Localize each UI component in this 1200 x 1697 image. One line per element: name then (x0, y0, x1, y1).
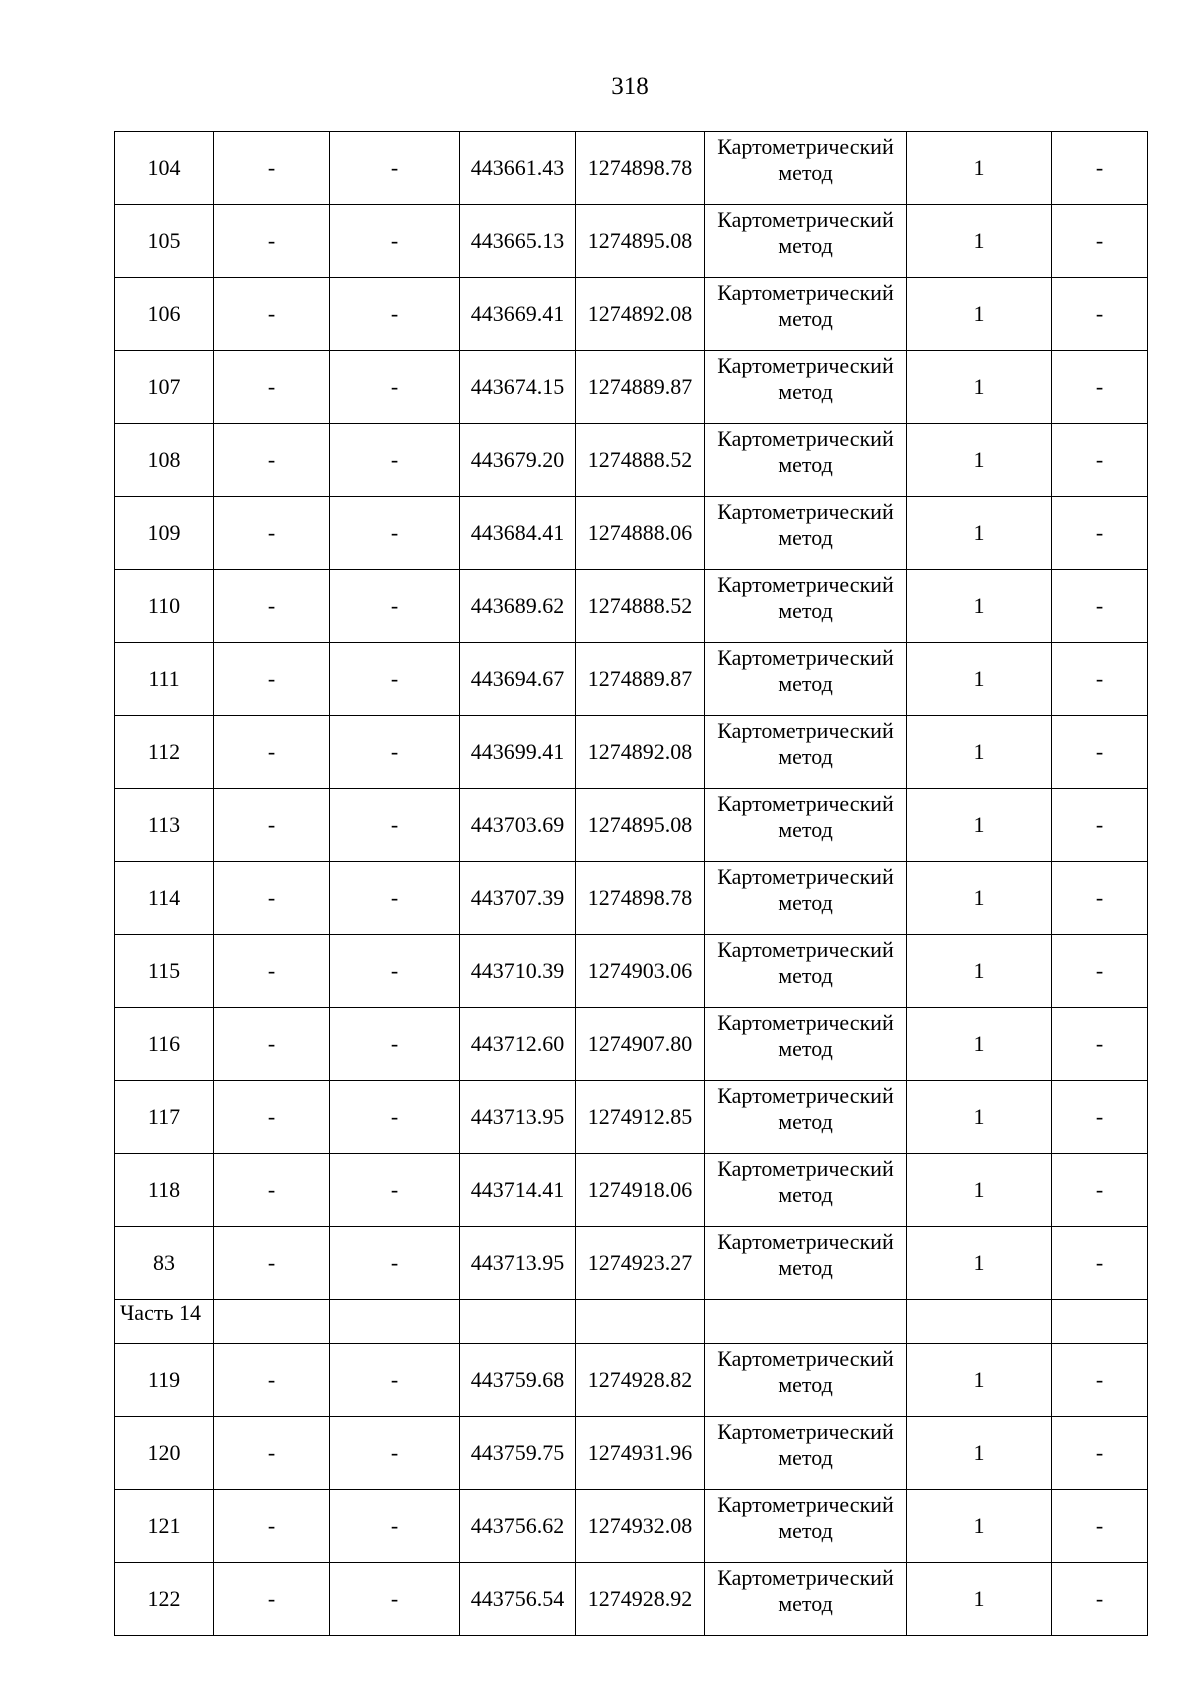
x-coordinate-cell: 443703.69 (460, 789, 576, 862)
accuracy-cell: 1 (907, 132, 1052, 205)
point-number-cell: 108 (115, 424, 214, 497)
point-number-cell: 116 (115, 1008, 214, 1081)
dash-cell: - (1052, 424, 1148, 497)
method-line-1: Картометрический (717, 426, 894, 451)
dash-cell: - (330, 1563, 460, 1636)
dash-cell: - (1052, 570, 1148, 643)
point-number-cell: 113 (115, 789, 214, 862)
dash-cell: - (214, 1081, 330, 1154)
table-row (115, 1490, 1148, 1563)
x-coordinate-cell: 443689.62 (460, 570, 576, 643)
accuracy-cell: 1 (907, 935, 1052, 1008)
method-line-1: Картометрический (717, 1083, 894, 1108)
method-line-1: Картометрический (717, 1229, 894, 1254)
y-coordinate-cell: 1274895.08 (576, 205, 705, 278)
dash-cell: - (1052, 862, 1148, 935)
method-line-1: Картометрический (717, 1419, 894, 1444)
accuracy-cell: 1 (907, 643, 1052, 716)
method-cell (705, 1081, 907, 1154)
coordinates-table (114, 131, 1148, 1636)
method-cell (705, 497, 907, 570)
method-cell (705, 351, 907, 424)
dash-cell: - (1052, 132, 1148, 205)
table-body-after (115, 1344, 1148, 1636)
y-coordinate-cell: 1274932.08 (576, 1490, 705, 1563)
method-line-1: Картометрический (717, 1492, 894, 1517)
y-coordinate-cell: 1274888.52 (576, 424, 705, 497)
table-row (115, 497, 1148, 570)
method-line-1: Картометрический (717, 1156, 894, 1181)
dash-cell: - (214, 1227, 330, 1300)
x-coordinate-cell: 443674.15 (460, 351, 576, 424)
method-line-1: Картометрический (717, 791, 894, 816)
method-cell (705, 935, 907, 1008)
method-line-1: Картометрический (717, 1010, 894, 1035)
accuracy-cell: 1 (907, 1490, 1052, 1563)
dash-cell: - (1052, 716, 1148, 789)
table-row (115, 205, 1148, 278)
method-line-2: метод (778, 233, 833, 258)
method-line-1: Картометрический (717, 207, 894, 232)
method-line-2: метод (778, 1036, 833, 1061)
accuracy-cell: 1 (907, 1344, 1052, 1417)
accuracy-cell: 1 (907, 570, 1052, 643)
dash-cell: - (330, 351, 460, 424)
accuracy-cell: 1 (907, 351, 1052, 424)
x-coordinate-cell: 443710.39 (460, 935, 576, 1008)
method-line-2: метод (778, 1372, 833, 1397)
dash-cell: - (330, 424, 460, 497)
dash-cell: - (1052, 1344, 1148, 1417)
dash-cell: - (1052, 497, 1148, 570)
method-line-2: метод (778, 963, 833, 988)
dash-cell: - (330, 862, 460, 935)
empty-cell (460, 1300, 576, 1344)
dash-cell: - (214, 1490, 330, 1563)
dash-cell: - (214, 205, 330, 278)
accuracy-cell: 1 (907, 716, 1052, 789)
dash-cell: - (330, 716, 460, 789)
dash-cell: - (214, 132, 330, 205)
x-coordinate-cell: 443712.60 (460, 1008, 576, 1081)
empty-cell (705, 1300, 907, 1344)
dash-cell: - (214, 278, 330, 351)
method-cell (705, 643, 907, 716)
method-line-2: метод (778, 306, 833, 331)
y-coordinate-cell: 1274898.78 (576, 132, 705, 205)
dash-cell: - (214, 1563, 330, 1636)
x-coordinate-cell: 443694.67 (460, 643, 576, 716)
dash-cell: - (330, 789, 460, 862)
dash-cell: - (214, 1417, 330, 1490)
dash-cell: - (1052, 935, 1148, 1008)
point-number-cell: 122 (115, 1563, 214, 1636)
table-row (115, 789, 1148, 862)
method-line-2: метод (778, 160, 833, 185)
method-line-1: Картометрический (717, 1565, 894, 1590)
dash-cell: - (330, 1227, 460, 1300)
dash-cell: - (1052, 351, 1148, 424)
accuracy-cell: 1 (907, 1008, 1052, 1081)
accuracy-cell: 1 (907, 1154, 1052, 1227)
table-row (115, 132, 1148, 205)
empty-cell (214, 1300, 330, 1344)
table-row (115, 862, 1148, 935)
method-line-1: Картометрический (717, 499, 894, 524)
empty-cell (330, 1300, 460, 1344)
method-cell (705, 424, 907, 497)
y-coordinate-cell: 1274888.06 (576, 497, 705, 570)
dash-cell: - (330, 1344, 460, 1417)
x-coordinate-cell: 443759.75 (460, 1417, 576, 1490)
table-row (115, 424, 1148, 497)
accuracy-cell: 1 (907, 1563, 1052, 1636)
dash-cell: - (214, 570, 330, 643)
dash-cell: - (214, 935, 330, 1008)
method-line-1: Картометрический (717, 937, 894, 962)
dash-cell: - (1052, 789, 1148, 862)
point-number-cell: 83 (115, 1227, 214, 1300)
y-coordinate-cell: 1274907.80 (576, 1008, 705, 1081)
method-line-2: метод (778, 890, 833, 915)
dash-cell: - (1052, 1081, 1148, 1154)
dash-cell: - (330, 1081, 460, 1154)
dash-cell: - (214, 424, 330, 497)
method-line-2: метод (778, 817, 833, 842)
method-line-2: метод (778, 452, 833, 477)
dash-cell: - (214, 1008, 330, 1081)
method-line-2: метод (778, 1182, 833, 1207)
dash-cell: - (214, 351, 330, 424)
method-cell (705, 1563, 907, 1636)
x-coordinate-cell: 443707.39 (460, 862, 576, 935)
point-number-cell: 110 (115, 570, 214, 643)
dash-cell: - (1052, 1008, 1148, 1081)
y-coordinate-cell: 1274889.87 (576, 643, 705, 716)
part-row (115, 1300, 1148, 1344)
dash-cell: - (214, 1154, 330, 1227)
table-row (115, 1563, 1148, 1636)
table-row (115, 1227, 1148, 1300)
dash-cell: - (214, 789, 330, 862)
accuracy-cell: 1 (907, 789, 1052, 862)
dash-cell: - (330, 643, 460, 716)
method-cell (705, 1417, 907, 1490)
method-cell (705, 570, 907, 643)
point-number-cell: 112 (115, 716, 214, 789)
y-coordinate-cell: 1274895.08 (576, 789, 705, 862)
table-row (115, 1154, 1148, 1227)
point-number-cell: 104 (115, 132, 214, 205)
method-cell (705, 862, 907, 935)
dash-cell: - (330, 1008, 460, 1081)
method-cell (705, 1490, 907, 1563)
point-number-cell: 120 (115, 1417, 214, 1490)
dash-cell: - (330, 278, 460, 351)
point-number-cell: 114 (115, 862, 214, 935)
table-row (115, 716, 1148, 789)
dash-cell: - (330, 1490, 460, 1563)
dash-cell: - (214, 716, 330, 789)
table-row (115, 278, 1148, 351)
y-coordinate-cell: 1274888.52 (576, 570, 705, 643)
x-coordinate-cell: 443661.43 (460, 132, 576, 205)
point-number-cell: 117 (115, 1081, 214, 1154)
accuracy-cell: 1 (907, 278, 1052, 351)
x-coordinate-cell: 443684.41 (460, 497, 576, 570)
accuracy-cell: 1 (907, 1227, 1052, 1300)
accuracy-cell: 1 (907, 497, 1052, 570)
x-coordinate-cell: 443669.41 (460, 278, 576, 351)
x-coordinate-cell: 443679.20 (460, 424, 576, 497)
table-row (115, 1417, 1148, 1490)
method-line-1: Картометрический (717, 134, 894, 159)
page-number: 318 (611, 73, 649, 100)
method-line-1: Картометрический (717, 645, 894, 670)
x-coordinate-cell: 443665.13 (460, 205, 576, 278)
y-coordinate-cell: 1274889.87 (576, 351, 705, 424)
x-coordinate-cell: 443713.95 (460, 1227, 576, 1300)
accuracy-cell: 1 (907, 1081, 1052, 1154)
method-line-2: метод (778, 379, 833, 404)
method-line-1: Картометрический (717, 718, 894, 743)
method-cell (705, 1154, 907, 1227)
dash-cell: - (330, 570, 460, 643)
accuracy-cell: 1 (907, 862, 1052, 935)
table-body-before (115, 132, 1148, 1300)
y-coordinate-cell: 1274898.78 (576, 862, 705, 935)
point-number-cell: 109 (115, 497, 214, 570)
dash-cell: - (1052, 1154, 1148, 1227)
method-line-2: метод (778, 525, 833, 550)
y-coordinate-cell: 1274903.06 (576, 935, 705, 1008)
y-coordinate-cell: 1274928.82 (576, 1344, 705, 1417)
point-number-cell: 118 (115, 1154, 214, 1227)
method-line-2: метод (778, 1591, 833, 1616)
point-number-cell: 105 (115, 205, 214, 278)
table-row (115, 1008, 1148, 1081)
method-line-2: метод (778, 744, 833, 769)
accuracy-cell: 1 (907, 424, 1052, 497)
accuracy-cell: 1 (907, 1417, 1052, 1490)
dash-cell: - (330, 132, 460, 205)
dash-cell: - (1052, 1490, 1148, 1563)
dash-cell: - (214, 497, 330, 570)
y-coordinate-cell: 1274931.96 (576, 1417, 705, 1490)
y-coordinate-cell: 1274918.06 (576, 1154, 705, 1227)
dash-cell: - (1052, 1563, 1148, 1636)
method-cell (705, 132, 907, 205)
y-coordinate-cell: 1274923.27 (576, 1227, 705, 1300)
method-line-2: метод (778, 1445, 833, 1470)
method-cell (705, 1008, 907, 1081)
y-coordinate-cell: 1274892.08 (576, 716, 705, 789)
point-number-cell: 121 (115, 1490, 214, 1563)
method-line-1: Картометрический (717, 1346, 894, 1371)
y-coordinate-cell: 1274892.08 (576, 278, 705, 351)
method-line-2: метод (778, 1109, 833, 1134)
dash-cell: - (1052, 1227, 1148, 1300)
dash-cell: - (330, 497, 460, 570)
dash-cell: - (330, 1417, 460, 1490)
dash-cell: - (214, 643, 330, 716)
y-coordinate-cell: 1274912.85 (576, 1081, 705, 1154)
dash-cell: - (1052, 278, 1148, 351)
method-line-2: метод (778, 1255, 833, 1280)
point-number-cell: 106 (115, 278, 214, 351)
x-coordinate-cell: 443713.95 (460, 1081, 576, 1154)
method-cell (705, 1344, 907, 1417)
dash-cell: - (1052, 1417, 1148, 1490)
method-cell (705, 1227, 907, 1300)
dash-cell: - (1052, 643, 1148, 716)
x-coordinate-cell: 443756.54 (460, 1563, 576, 1636)
part-section (115, 1300, 1148, 1344)
table-row (115, 935, 1148, 1008)
empty-cell (907, 1300, 1052, 1344)
method-line-2: метод (778, 598, 833, 623)
method-line-1: Картометрический (717, 353, 894, 378)
dash-cell: - (330, 1154, 460, 1227)
table-row (115, 1081, 1148, 1154)
x-coordinate-cell: 443699.41 (460, 716, 576, 789)
point-number-cell: 111 (115, 643, 214, 716)
method-line-1: Картометрический (717, 572, 894, 597)
method-cell (705, 278, 907, 351)
method-cell (705, 716, 907, 789)
dash-cell: - (214, 1344, 330, 1417)
dash-cell: - (1052, 205, 1148, 278)
table-row (115, 643, 1148, 716)
point-number-cell: 119 (115, 1344, 214, 1417)
point-number-cell: 115 (115, 935, 214, 1008)
part-label: Часть 14 (115, 1300, 214, 1344)
dash-cell: - (214, 862, 330, 935)
method-line-2: метод (778, 1518, 833, 1543)
table-row (115, 351, 1148, 424)
table-row (115, 570, 1148, 643)
method-line-2: метод (778, 671, 833, 696)
accuracy-cell: 1 (907, 205, 1052, 278)
method-line-1: Картометрический (717, 864, 894, 889)
method-cell (705, 205, 907, 278)
method-line-1: Картометрический (717, 280, 894, 305)
dash-cell: - (330, 935, 460, 1008)
x-coordinate-cell: 443714.41 (460, 1154, 576, 1227)
x-coordinate-cell: 443756.62 (460, 1490, 576, 1563)
y-coordinate-cell: 1274928.92 (576, 1563, 705, 1636)
empty-cell (576, 1300, 705, 1344)
method-cell (705, 789, 907, 862)
point-number-cell: 107 (115, 351, 214, 424)
table-row (115, 1344, 1148, 1417)
empty-cell (1052, 1300, 1148, 1344)
dash-cell: - (330, 205, 460, 278)
x-coordinate-cell: 443759.68 (460, 1344, 576, 1417)
